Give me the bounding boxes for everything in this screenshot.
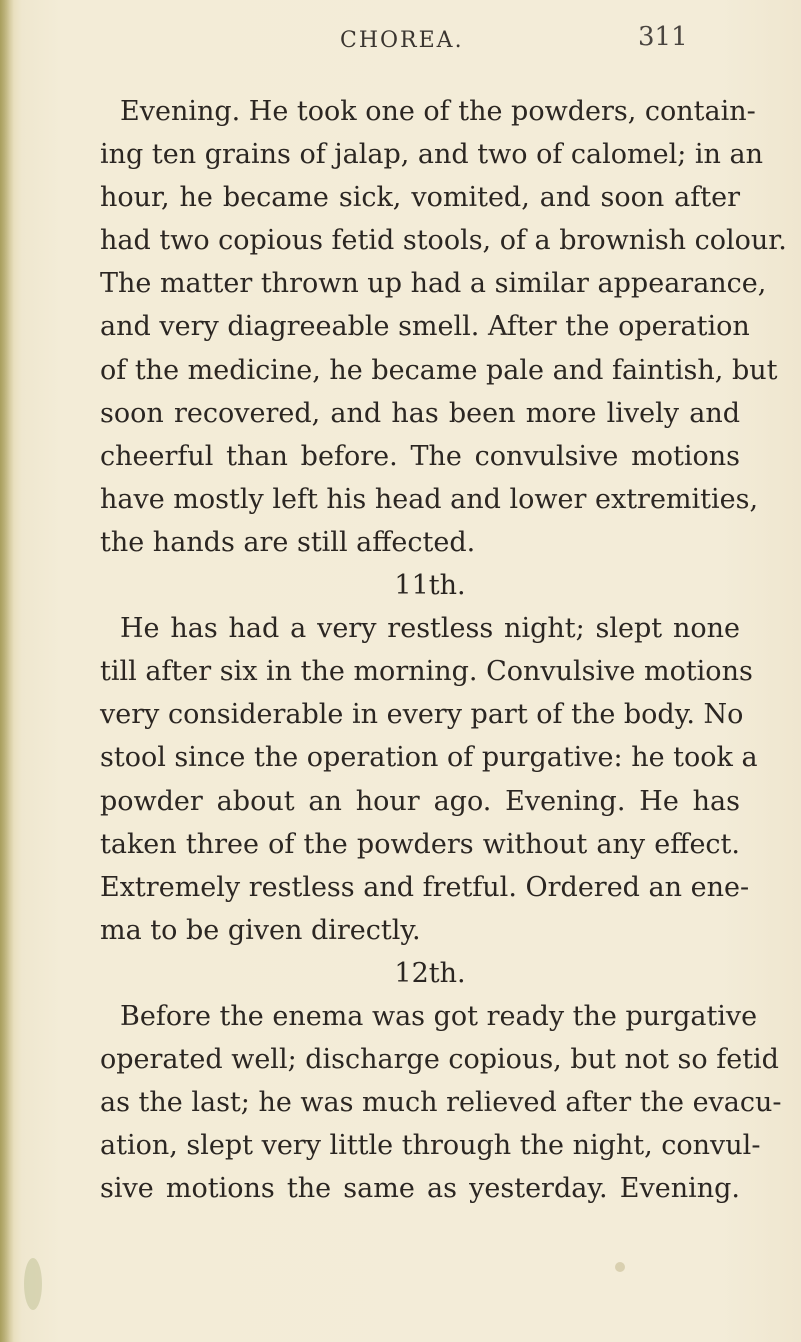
page-number: 311 [638,22,688,52]
text-line: stool since the operation of purgative: he took a [100,742,758,774]
text-line: had two copious fetid stools, of a brownish colour. [100,225,787,257]
text-line: hour, he became sick, vomited, and soon after [100,182,740,214]
text-line: operated well; discharge copious, but not so fetid [100,1044,779,1076]
text-line: ma to be given directly. [100,914,421,946]
text-line: have mostly left his head and lower extremities, [100,483,759,515]
section-date-heading: 12th. [394,957,466,989]
body-text [100,90,787,1210]
text-line: ing ten grains of jalap, and two of calomel; in an [100,139,764,171]
text-line: ation, slept very little through the night, convul- [100,1130,761,1162]
text-line: The matter thrown up had a similar appearance, [100,268,767,300]
text-line: sive motions the same as yesterday. Evening. [100,1173,740,1205]
page-gutter-shadow [0,0,14,1342]
section-date-heading: 11th. [394,570,466,602]
text-line: taken three of the powders without any effect. [100,828,740,860]
text-line: very considerable in every part of the body. No [100,699,744,731]
text-line: the hands are still affected. [100,526,476,558]
paper-spot [615,1262,625,1272]
text-line: as the last; he was much relieved after the evacu- [100,1087,782,1119]
paper-stain [24,1258,42,1310]
text-line: cheerful than before. The convulsive motions [100,440,740,472]
text-line: and very diagreeable smell. After the operation [100,311,750,343]
text-line: Before the enema was got ready the purgative [120,1000,758,1032]
running-head: CHOREA. [340,28,464,53]
text-line: of the medicine, he became pale and faintish, but [100,354,778,386]
text-line: Extremely restless and fretful. Ordered an ene- [100,871,750,903]
text-line: Evening. He took one of the powders, contain- [120,96,756,127]
text-line: till after six in the morning. Convulsive motions [100,656,753,688]
text-line: soon recovered, and has been more lively and [100,397,740,429]
text-line: He has had a very restless night; slept none [120,613,740,645]
text-line: powder about an hour ago. Evening. He has [100,785,740,817]
